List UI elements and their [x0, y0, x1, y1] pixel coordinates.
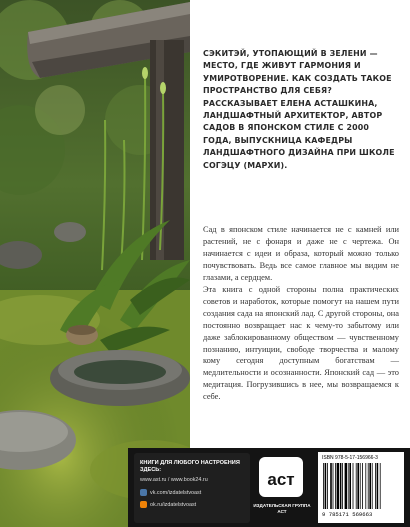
barcode-bar — [349, 463, 351, 509]
barcode-bar — [335, 463, 336, 509]
description-paragraph-1: Сад в японском стиле начинается не с камней или растений, не с фонаря и даже не с чертежа. Он начинается с идеи и образа, который можно только почувствовать. Ведь все самое главное мы видим не глазами, а сердцем. — [203, 225, 399, 282]
vk-link[interactable] — [140, 489, 201, 496]
barcode-bar — [357, 463, 359, 509]
barcode-bar — [365, 463, 366, 509]
barcode-bar — [330, 463, 332, 509]
lead-text: СЭКИТЭЙ, УТОПАЮЩИЙ В ЗЕЛЕНИ — МЕСТО, ГДЕ ЖИВУТ ГАРМОНИЯ И УМИРОТВОРЕНИЕ. КАК СОЗДАТЬ ТАКОЕ ПРОСТРАНСТВО ДЛЯ СЕБЯ? РАССКАЗЫВАЕТ ЕЛЕНА АСТАШКИНА, ЛАНДШАФТНЫЙ АРХИТЕКТОР, АВТОР САДОВ В ЯПОНСКОМ СТИЛЕ С 2000 ГОДА, ВЫПУСКНИЦА КАФЕДРЫ ЛАНДШАФТНОГО ДИЗАЙНА ПРИ ШКОЛЕ СОГЭЦУ (МАРХИ). — [203, 49, 395, 170]
barcode-bar — [348, 463, 349, 509]
barcode-number: 9 785171 569663 — [322, 511, 373, 518]
barcode-bar — [377, 463, 379, 509]
barcode-bar — [362, 463, 363, 509]
barcode-bar — [360, 463, 361, 509]
barcode-bar — [337, 463, 339, 509]
isbn-text: ISBN 978-5-17-156966-3 — [322, 455, 378, 461]
ast-logo-mark: аст — [267, 470, 295, 489]
barcode-bar — [368, 463, 369, 509]
barcode-bar — [369, 463, 371, 509]
publisher-links-title: КНИГИ ДЛЯ ЛЮБОГО НАСТРОЕНИЯ ЗДЕСЬ: — [140, 460, 240, 473]
ok-icon — [140, 501, 147, 508]
barcode-bar — [356, 463, 357, 509]
vk-link-text: vk.com/izdatelstvoast — [150, 489, 202, 496]
barcode-bar — [345, 463, 347, 509]
barcode-bar — [342, 463, 343, 509]
vk-icon — [140, 489, 147, 496]
barcode-bar — [323, 463, 324, 509]
description-paragraph-2: Эта книга с одной стороны полна практических советов и наработок, которые помогут на нашем пути создания сада на японский лад. С другой стороны, она постоянно возвращает нас к чему-то забытому или даже заблокированному обществом — чувственному познанию, интуиции, свободе творчества и малому кому сегодня доступным богатствам — медлительности и осознанности. Японский сад — это медитация. Погрузившись в нее, мы возвращаемся к себе. — [203, 285, 399, 402]
ok-link-text: ok.ru/izdatelstvoast — [150, 501, 197, 508]
barcode-bar — [325, 463, 327, 509]
barcode-bar — [375, 463, 376, 509]
barcode-bar — [353, 463, 354, 509]
barcode-bar — [340, 463, 342, 509]
publisher-website[interactable]: www.ast.ru / www.book24.ru — [140, 477, 208, 483]
barcode-bar — [380, 463, 381, 509]
barcode-bar — [333, 463, 334, 509]
barcode-bar — [372, 463, 373, 509]
barcode — [322, 463, 400, 509]
barcode-bar — [327, 463, 328, 509]
ok-link[interactable] — [140, 501, 196, 508]
publisher-name: ИЗДАТЕЛЬСКАЯ ГРУППА АСТ — [253, 503, 311, 514]
